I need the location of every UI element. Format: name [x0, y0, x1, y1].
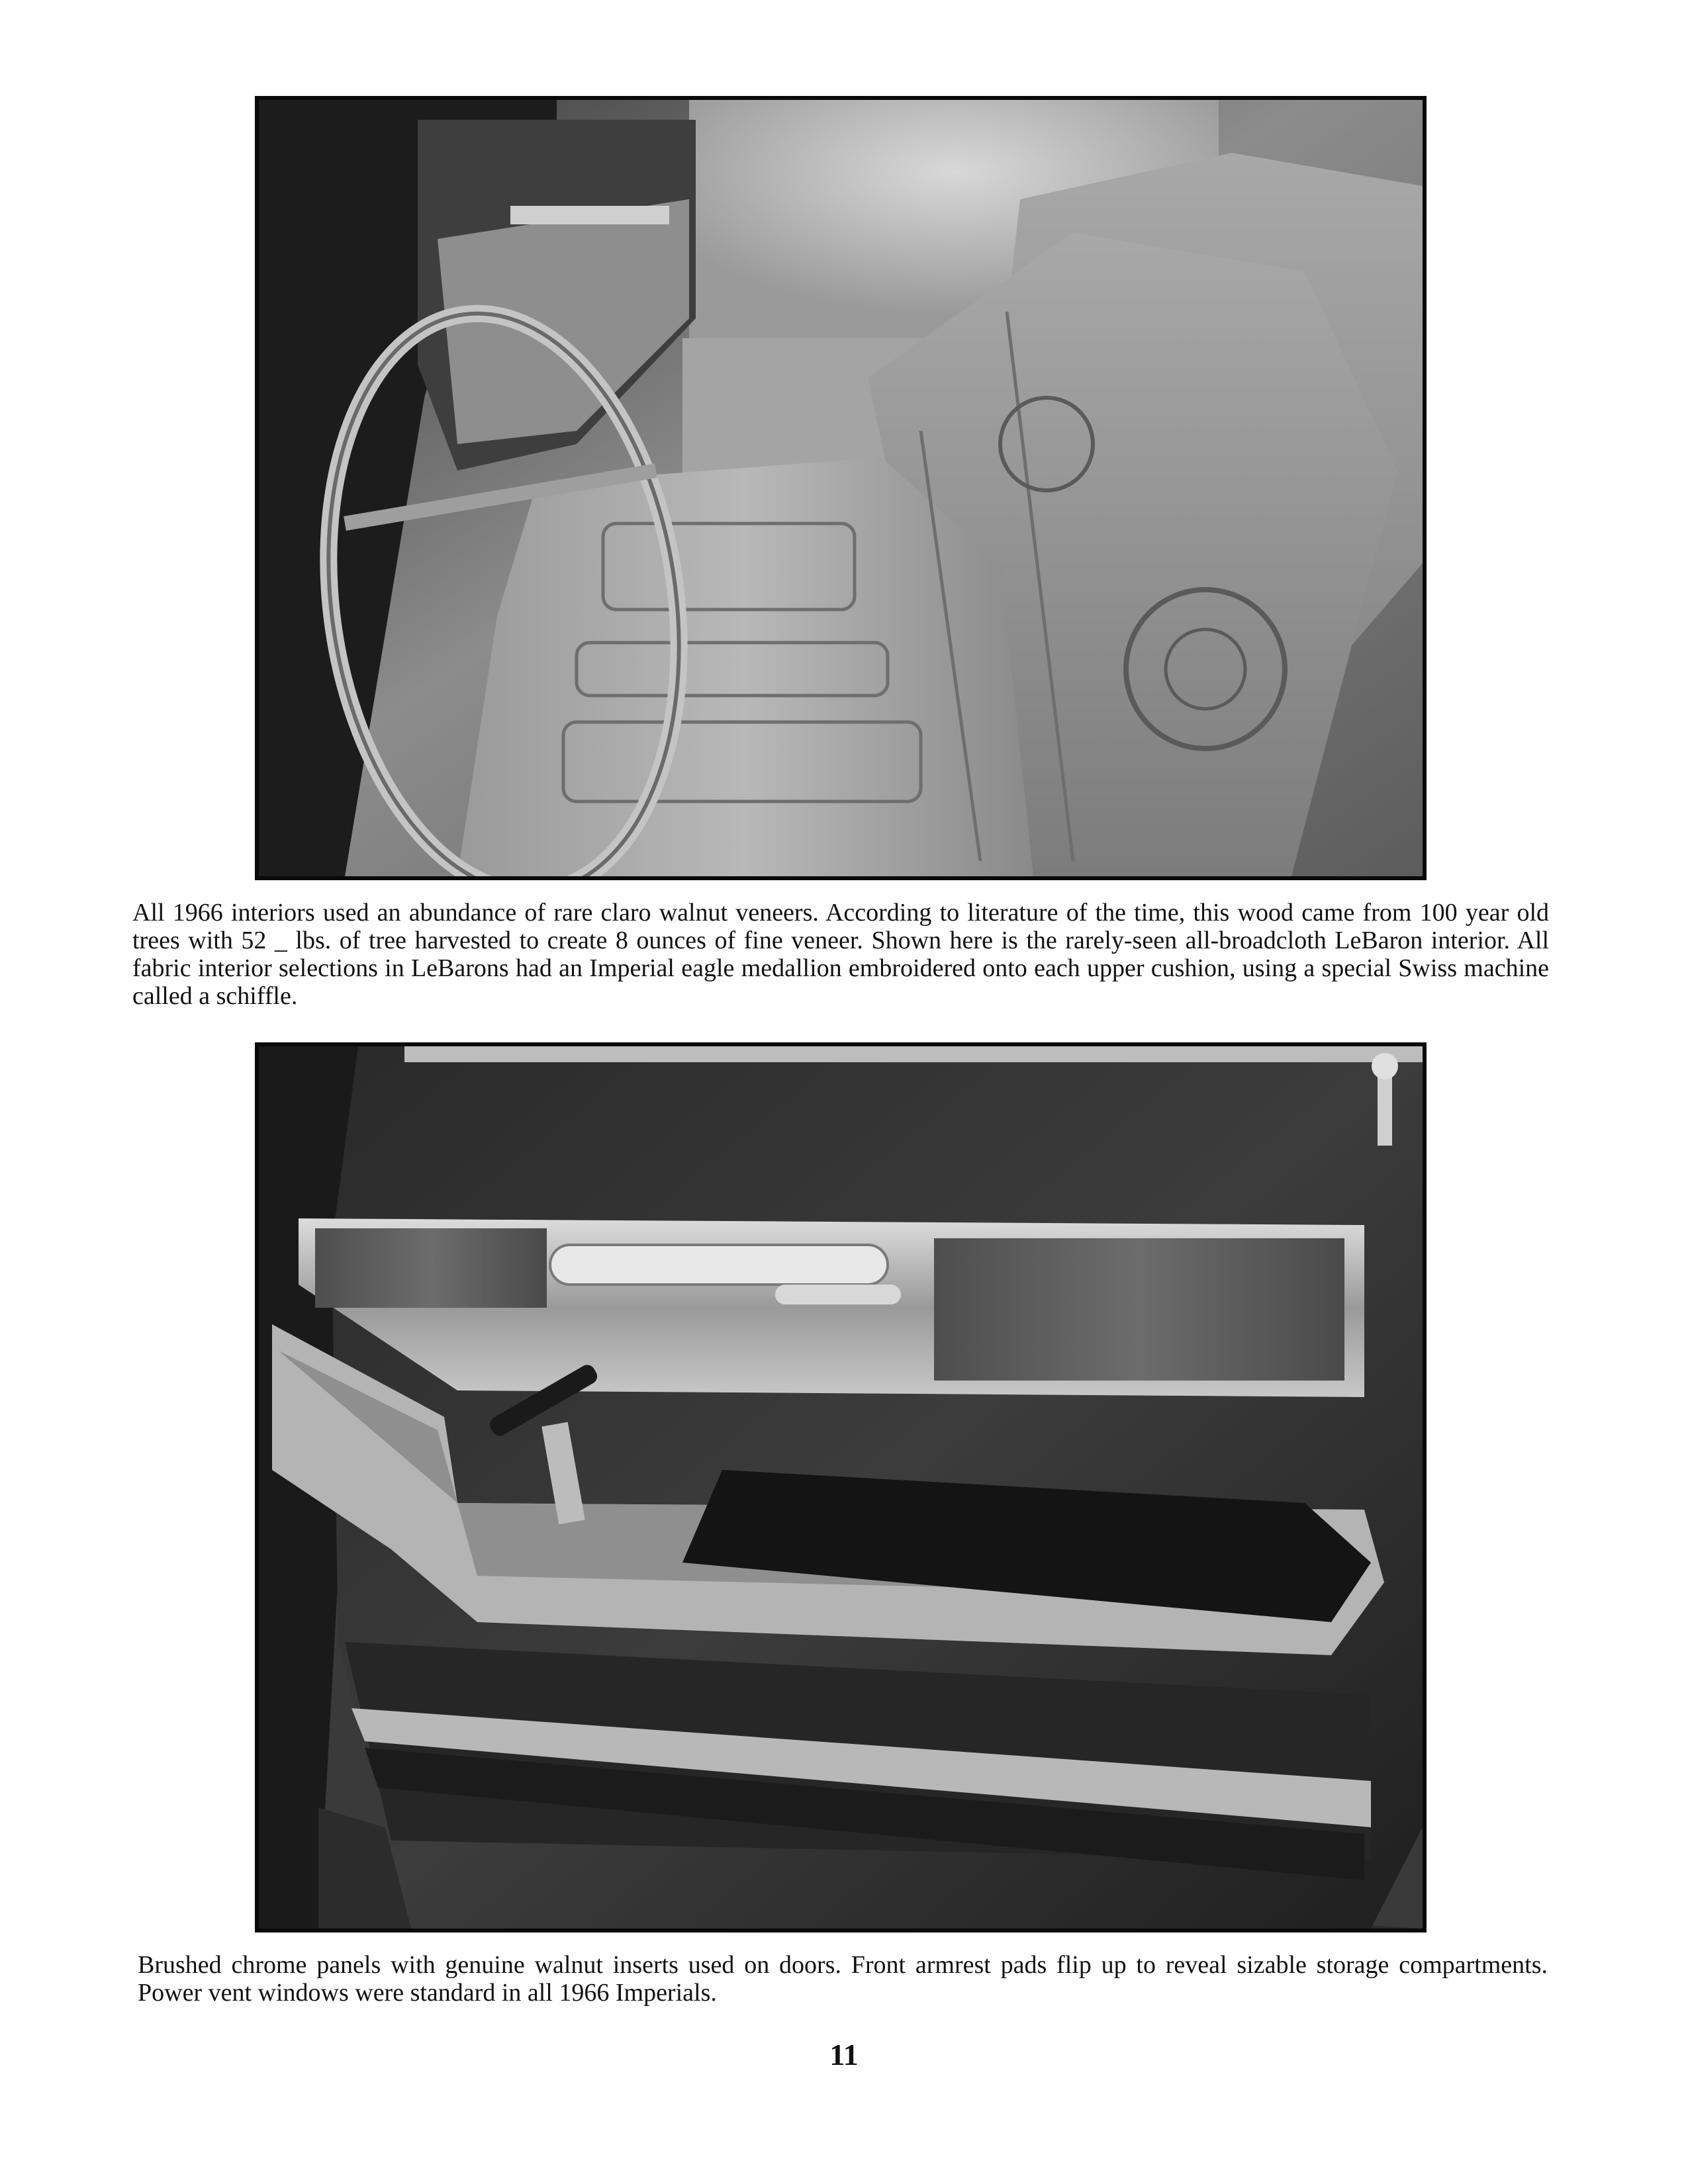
- interior-seat-photo: [255, 96, 1427, 880]
- top-photo-caption: All 1966 interiors used an abundance of rare claro walnut veneers. According to literature of the time, this wood came from 100 year old trees with 52 _ lbs. of tree harvested to create 8 ounces of fine veneer. Shown here is the rarely-seen all-broadcloth LeBaron interior. All fabric interior selections in LeBarons had an Imperial eagle medallion embroidered onto each upper cushion, using a special Swiss machine called a schiffle.: [132, 899, 1549, 1010]
- bottom-photo-caption: Brushed chrome panels with genuine walnut inserts used on doors. Front armrest pads flip up to reveal sizable storage compartments. Power vent windows were standard in all 1966 Imperials.: [138, 1951, 1548, 2007]
- door-panel-photo: [255, 1042, 1427, 1933]
- page-number: 11: [829, 2038, 859, 2071]
- interior-seat-illustration: [259, 100, 1423, 876]
- door-panel-illustration: [259, 1046, 1423, 1929]
